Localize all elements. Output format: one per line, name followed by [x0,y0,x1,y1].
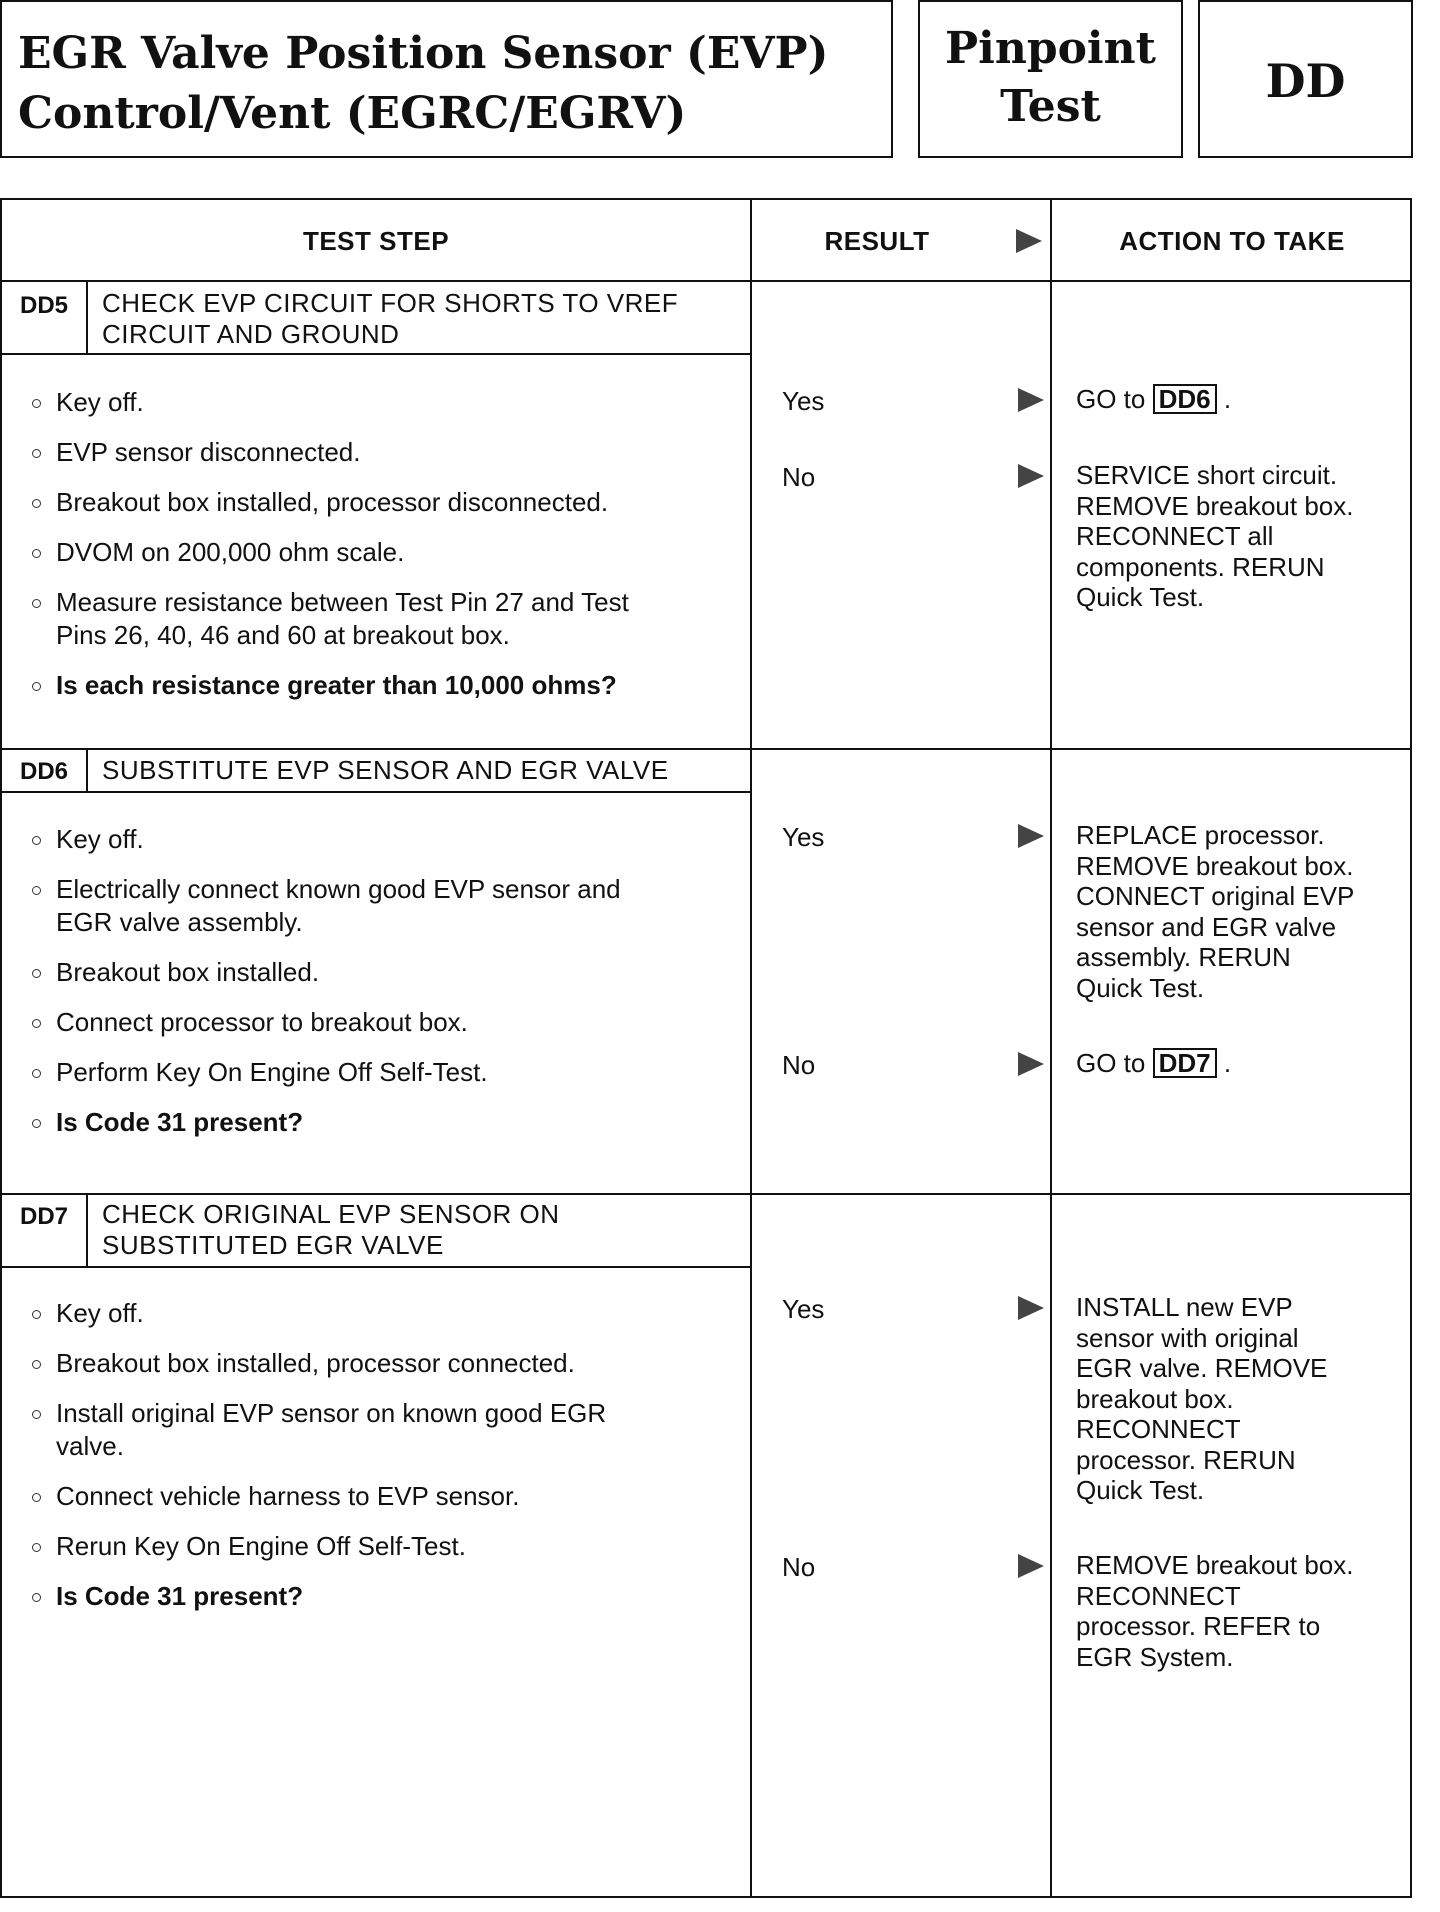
step-title-line: SUBSTITUTE EVP SENSOR AND EGR VALVE [102,755,669,785]
step-instructions [28,1297,728,1613]
action-line: CONNECT original EVP [1076,881,1355,911]
header-result: RESULT [824,226,930,256]
pinpoint-test-box [918,0,1183,158]
step-instructions [28,386,728,702]
action-line: REPLACE processor. [1076,820,1325,850]
page-title-line2: Control/Vent (EGRC/EGRV) [18,88,687,139]
step-divider [2,1193,1410,1195]
step-instructions [28,823,728,1139]
result-no: No [782,1050,816,1080]
action-line: REMOVE breakout box. [1076,1550,1354,1580]
instruction: Key off. [28,1297,728,1330]
instruction: Install original EVP sensor on known good EGR [28,1397,728,1430]
action-no: GO to DD7 . [1076,1048,1232,1078]
yes-arrow-icon [1018,388,1044,412]
instruction: Measure resistance between Test Pin 27 and Test [28,586,728,619]
action-line: EGR System. [1076,1641,1234,1672]
action-line: RECONNECT [1076,1580,1241,1611]
instruction: Perform Key On Engine Off Self-Test. [28,1056,728,1089]
header-action: ACTION TO TAKE [1119,226,1345,256]
page-title-line1: EGR Valve Position Sensor (EVP) [18,28,829,79]
action-yes [1076,820,1354,1003]
step-title [102,1199,560,1261]
step-id-divider [86,1195,88,1267]
title-box [0,0,893,158]
header-test-step: TEST STEP [302,226,450,256]
step-title-divider [2,1266,750,1268]
column-divider [1050,200,1052,1896]
pinpoint-label: Pinpoint [945,23,1156,74]
step-ref-dd6[interactable]: DD6 [1153,384,1217,414]
step-id: DD5 [19,292,68,319]
no-arrow-icon [1018,1052,1044,1076]
instruction: EVP sensor disconnected. [28,436,728,469]
instruction-question: Is Code 31 present? [28,1580,728,1613]
instruction: Breakout box installed, processor disconnected. [28,486,728,519]
instruction-question: Is Code 31 present? [28,1106,728,1139]
step-title-divider [2,791,750,793]
action-line: sensor with original [1076,1322,1299,1353]
instruction: Connect processor to breakout box. [28,1006,728,1039]
result-yes: Yes [782,822,825,852]
instruction-continued: valve. [56,1431,124,1461]
result-no: No [782,462,816,492]
step-title-line: SUBSTITUTED EGR VALVE [102,1230,444,1260]
action-line: Quick Test. [1076,582,1205,612]
instruction: Connect vehicle harness to EVP sensor. [28,1480,728,1513]
step-ref-dd7[interactable]: DD7 [1153,1048,1217,1078]
result-arrow-icon [1016,229,1042,253]
step-id: DD6 [19,758,68,785]
result-yes: Yes [782,1294,825,1324]
action-line: sensor and EGR valve [1076,911,1337,942]
instruction: Breakout box installed, processor connected. [28,1347,728,1380]
action-line: components. RERUN [1076,551,1325,582]
action-yes [1076,1292,1327,1506]
action-line: Quick Test. [1076,972,1205,1003]
instruction: Breakout box installed. [28,956,728,989]
step-id-divider [86,282,88,354]
instruction-question: Is each resistance greater than 10,000 ohms? [28,669,728,702]
action-line: REMOVE breakout box. [1076,850,1354,881]
action-line: REMOVE breakout box. [1076,490,1354,521]
yes-arrow-icon [1018,824,1044,848]
action-yes: GO to DD6 . [1076,384,1232,414]
step-title-line: CHECK EVP CIRCUIT FOR SHORTS TO VREF [102,288,679,318]
step-id: DD7 [19,1203,68,1230]
step-title-line: CIRCUIT AND GROUND [102,319,400,349]
action-line: processor. REFER to [1076,1611,1321,1641]
test-label: Test [1000,81,1101,132]
instruction-continued: EGR valve assembly. [56,907,303,937]
instruction: Rerun Key On Engine Off Self-Test. [28,1530,728,1563]
instruction: Electrically connect known good EVP sensor and [28,873,728,906]
action-line: assembly. RERUN [1076,942,1291,972]
step-divider [2,748,1410,750]
action-line: EGR valve. REMOVE [1076,1353,1328,1383]
action-line: RECONNECT [1076,1414,1241,1444]
header-divider [2,280,1410,282]
action-line: RECONNECT all [1076,521,1274,551]
action-line: processor. RERUN [1076,1444,1296,1475]
instruction-continued: Pins 26, 40, 46 and 60 at breakout box. [56,620,510,650]
step-title-line: CHECK ORIGINAL EVP SENSOR ON [102,1199,560,1229]
step-title [102,288,678,350]
action-text: GO to [1076,384,1146,414]
action-line: SERVICE short circuit. [1076,460,1338,490]
result-yes: Yes [782,386,825,416]
instruction: Key off. [28,823,728,856]
action-no [1076,460,1353,613]
action-line: breakout box. [1076,1383,1234,1414]
action-text: GO to [1076,1048,1146,1078]
pinpoint-table [0,198,1412,1898]
no-arrow-icon [1018,464,1044,488]
step-title-divider [2,353,750,355]
column-divider [750,200,752,1896]
instruction: Key off. [28,386,728,419]
instruction: DVOM on 200,000 ohm scale. [28,536,728,569]
step-id-divider [86,750,88,792]
result-no: No [782,1552,816,1582]
yes-arrow-icon [1018,1296,1044,1320]
test-code-box [1198,0,1413,158]
action-line: Quick Test. [1076,1475,1205,1505]
step-title [102,755,669,786]
test-code: DD [1265,54,1346,108]
action-no [1076,1550,1353,1672]
no-arrow-icon [1018,1554,1044,1578]
action-line: INSTALL new EVP [1076,1292,1293,1322]
